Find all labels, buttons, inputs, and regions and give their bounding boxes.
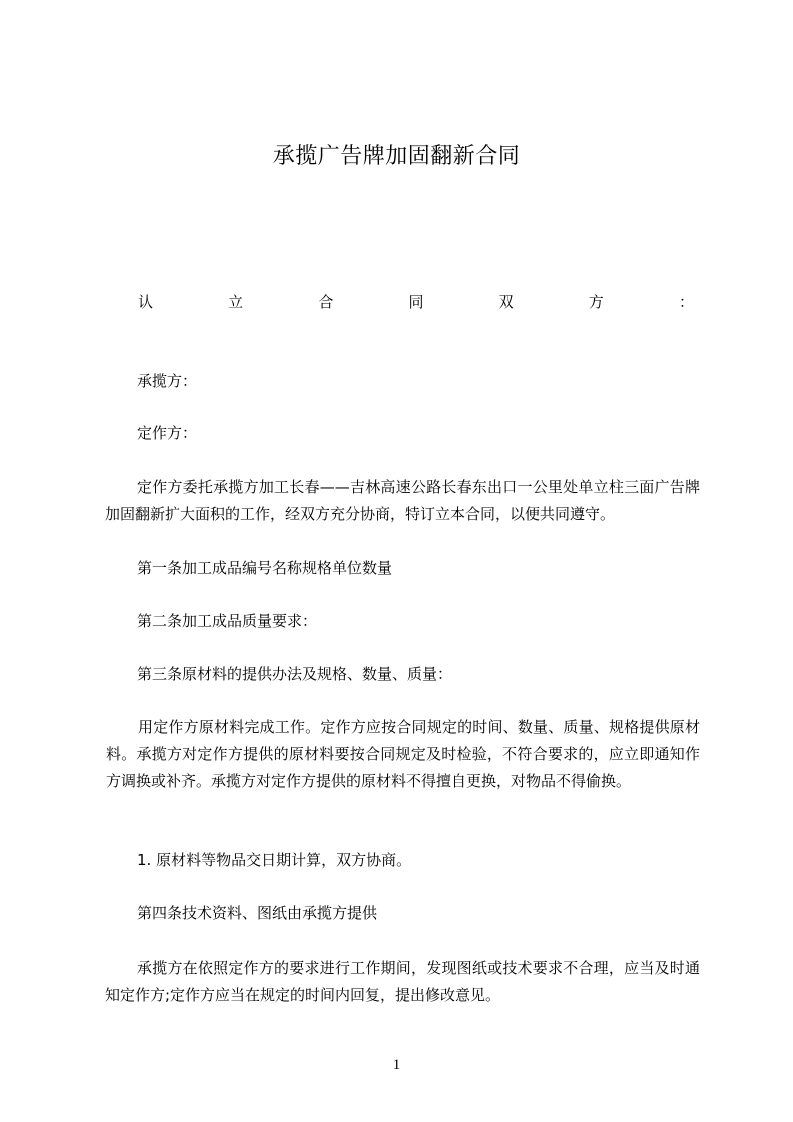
article-3-heading: 第三条原材料的提供办法及规格、数量、质量：: [137, 665, 453, 683]
parties-heading-char: 同: [408, 293, 424, 311]
article-2-heading: 第二条加工成品质量要求：: [137, 612, 318, 630]
client-line: 定作方：: [137, 424, 198, 442]
parties-heading-char: 认: [138, 293, 154, 311]
parties-heading-char: ：: [678, 293, 694, 311]
page-number: 1: [392, 1057, 401, 1073]
article-4-heading: 第四条技术资料、图纸由承揽方提供: [137, 904, 378, 922]
parties-heading-char: 合: [318, 293, 334, 311]
contractor-line: 承揽方：: [137, 372, 198, 390]
document-title: 承揽广告牌加固翻新合同: [272, 144, 521, 169]
intro-paragraph: 定作方委托承揽方加工长春——吉林高速公路长春东出口一公里处单立柱三面广告牌加固翻新扩大面积的工作，经双方充分协商，特订立本合同，以便共同遵守。: [105, 478, 700, 523]
technical-paragraph: 承揽方在依照定作方的要求进行工作期间，发现图纸或技术要求不合理，应当及时通知定作方;定作方应当在规定的时间内回复，提出修改意见。: [105, 959, 700, 1004]
parties-heading-char: 方: [588, 293, 604, 311]
materials-paragraph: 用定作方原材料完成工作。定作方应按合同规定的时间、数量、质量、规格提供原材料。承揽方对定作方提供的原材料要按合同规定及时检验，不符合要求的，应立即通知作方调换或补齐。承揽方对定作方提供的原材料不得擅自更换，对物品不得偷换。: [106, 718, 700, 790]
materials-item-1: 1. 原材料等物品交日期计算，双方协商。: [137, 851, 412, 869]
parties-heading-char: 立: [228, 293, 244, 311]
article-1-heading: 第一条加工成品编号名称规格单位数量: [137, 559, 393, 577]
parties-heading: [138, 290, 694, 314]
parties-heading-char: 双: [498, 293, 514, 311]
